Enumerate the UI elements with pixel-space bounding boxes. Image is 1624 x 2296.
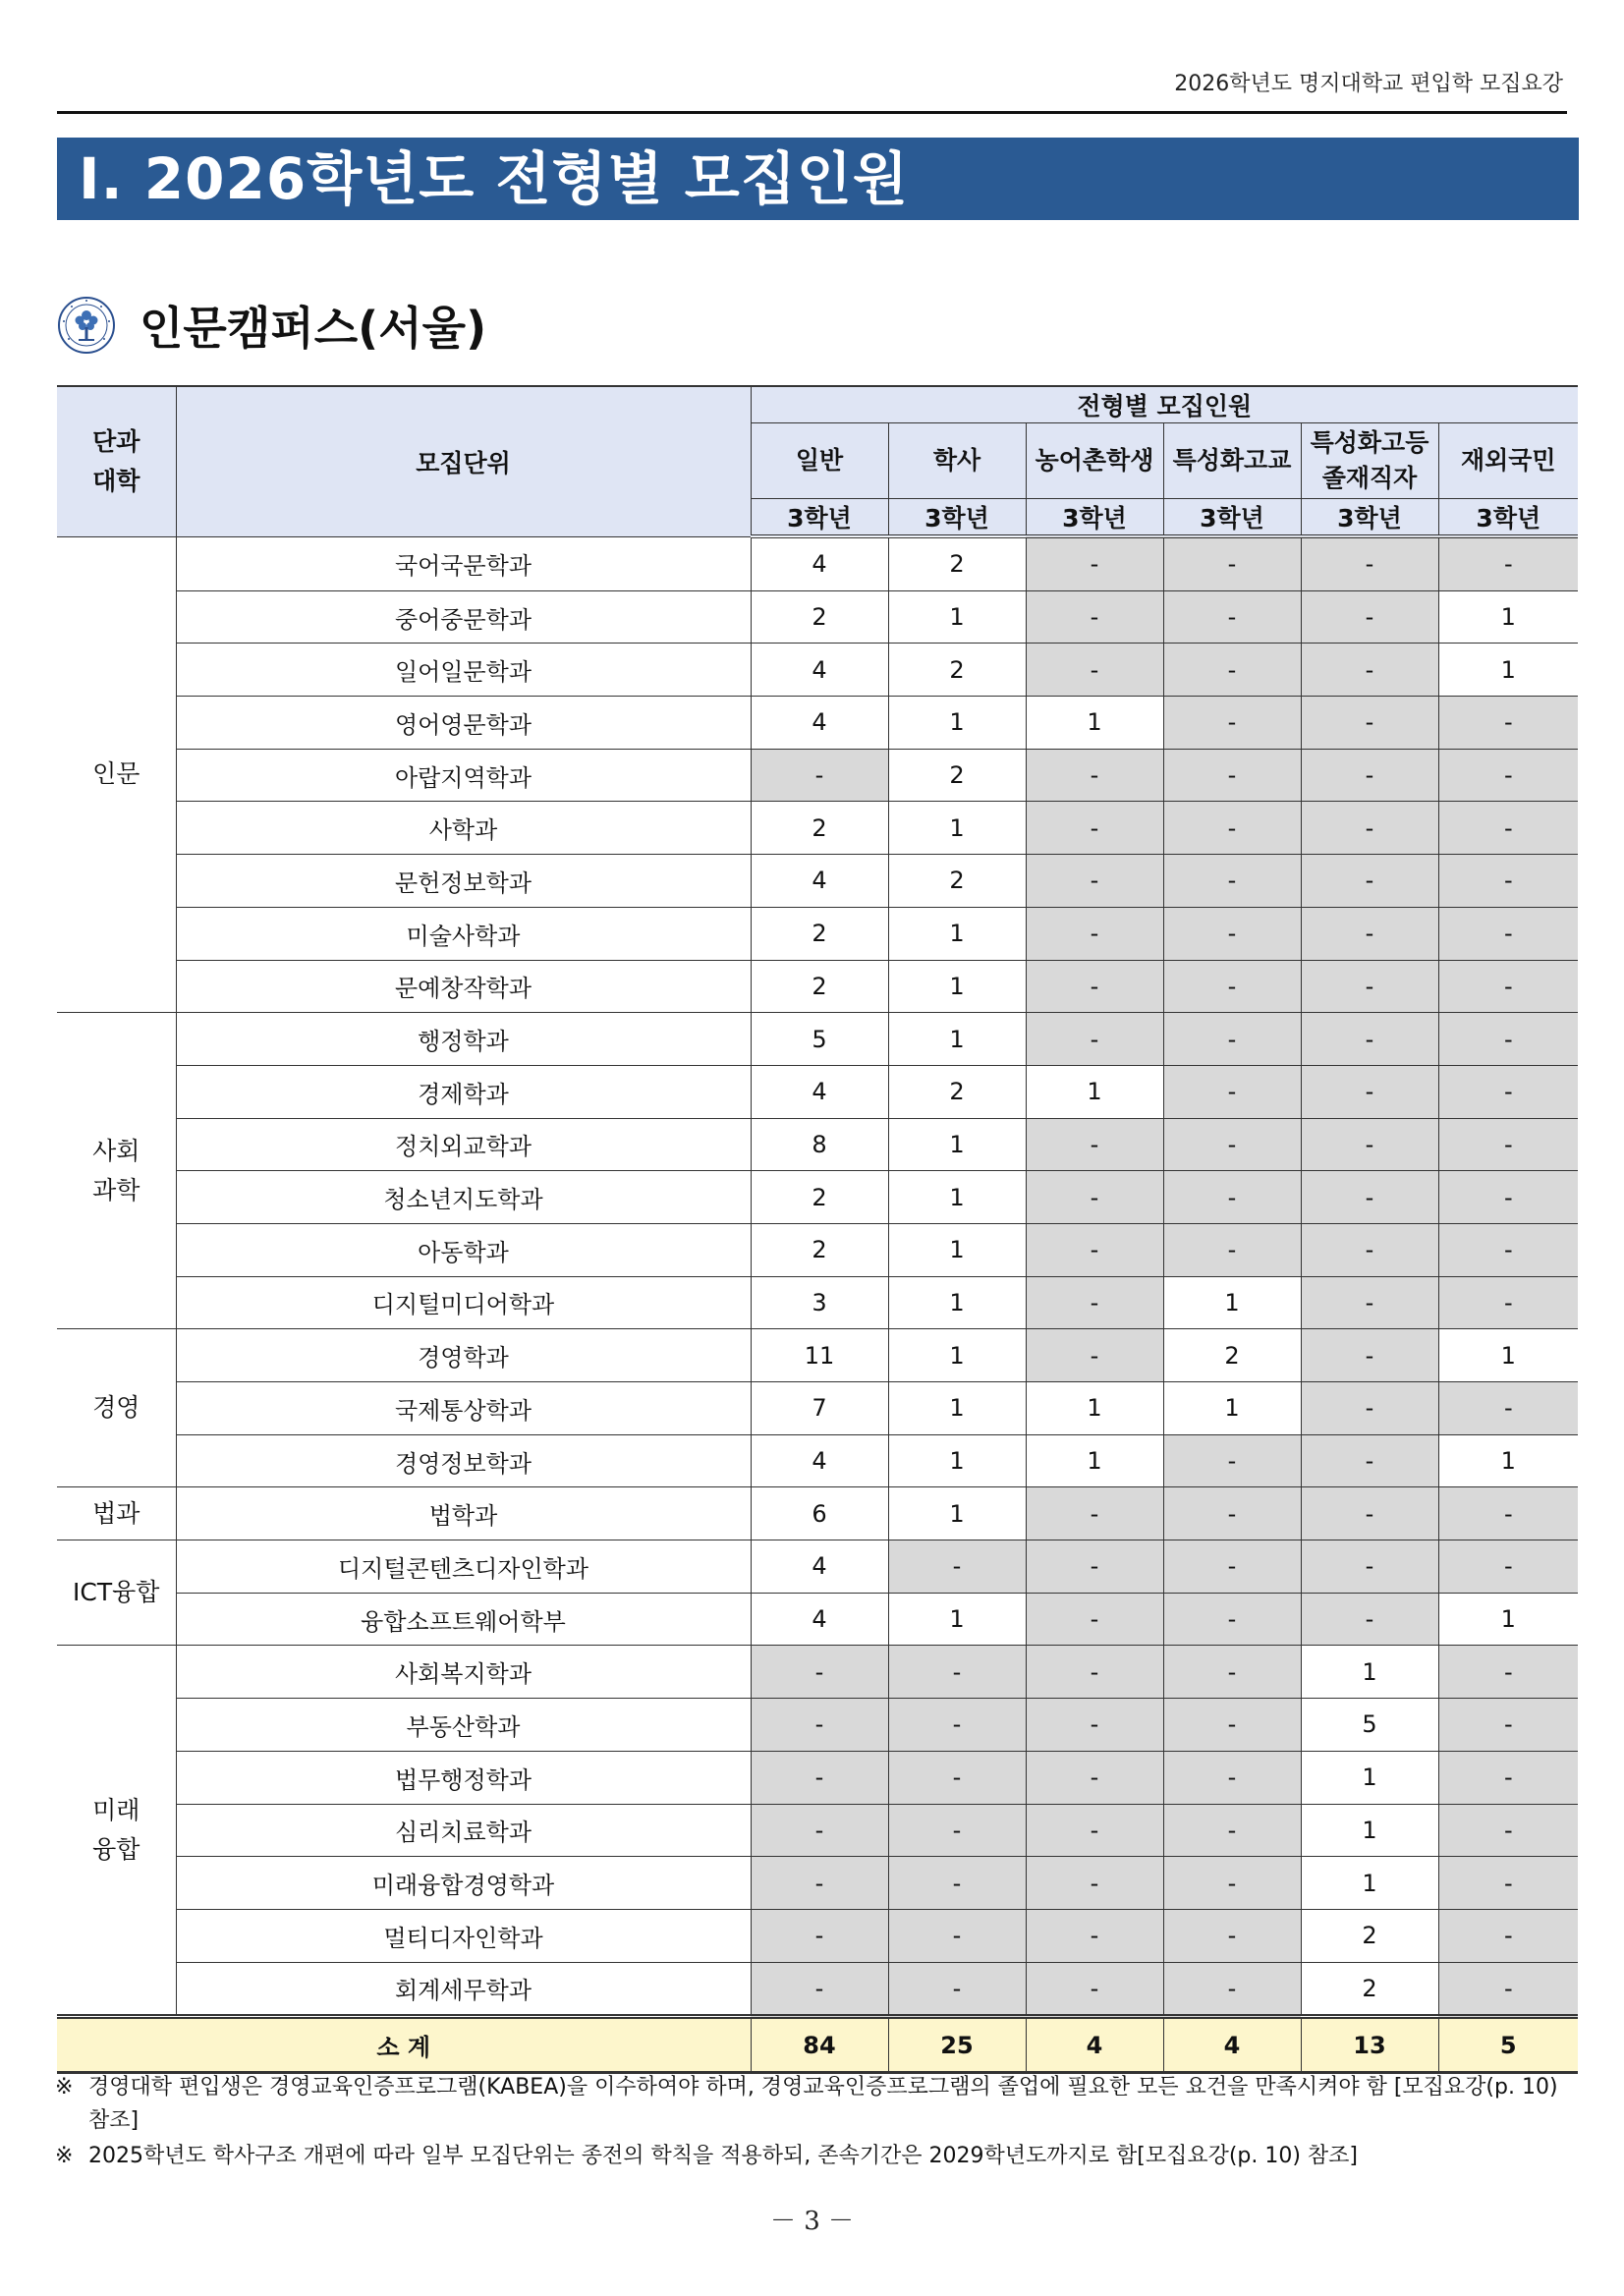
count-cell: 1 [888,802,1026,855]
campus-heading [57,291,486,360]
count-cell: 11 [751,1329,888,1382]
count-cell: - [751,1751,888,1804]
count-cell: - [888,1646,1026,1699]
count-cell: - [888,1857,1026,1910]
count-cell: - [1438,536,1578,590]
count-cell: - [1026,1118,1163,1171]
count-cell: - [1438,1223,1578,1276]
college-cell: 법과 [57,1487,176,1540]
campus-title: 인문캠퍼스(서울) [140,302,487,355]
grade-header: 3학년 [888,499,1026,537]
count-cell: - [1301,855,1438,908]
table-row [57,697,1578,750]
count-cell: - [751,1857,888,1910]
count-cell: 3 [751,1276,888,1329]
count-cell: 1 [888,1329,1026,1382]
count-cell: - [1301,1276,1438,1329]
count-cell: - [1026,907,1163,960]
count-cell: - [1026,855,1163,908]
count-cell: 2 [1301,1962,1438,2017]
university-emblem-icon [57,296,116,355]
count-cell: - [1438,907,1578,960]
grade-header: 3학년 [1026,499,1163,537]
document-header: 2026학년도 명지대학교 편입학 모집요강 [1174,72,1563,96]
count-cell: - [1163,1434,1301,1487]
count-cell: - [888,1751,1026,1804]
count-cell: - [1026,1329,1163,1382]
count-cell: 1 [888,1434,1026,1487]
table-row [57,855,1578,908]
count-cell: 5 [751,1013,888,1066]
total-cell: 13 [1301,2017,1438,2073]
count-cell: - [1301,536,1438,590]
count-cell: - [751,1804,888,1857]
count-cell: - [1026,1171,1163,1224]
count-cell: - [1438,960,1578,1013]
type-header: 특성화고교 [1163,423,1301,499]
count-cell: - [1438,1171,1578,1224]
count-cell: 1 [1438,1329,1578,1382]
table-row [57,1962,1578,2017]
count-cell: - [1301,960,1438,1013]
count-cell: - [1026,1487,1163,1540]
table-row [57,1171,1578,1224]
count-cell: 2 [1163,1329,1301,1382]
count-cell: 1 [1301,1804,1438,1857]
count-cell: 1 [1301,1751,1438,1804]
count-cell: - [1438,1699,1578,1752]
unit-cell: 문예창작학과 [176,960,751,1013]
count-cell: - [1438,749,1578,802]
college-cell: 경영 [57,1329,176,1487]
count-cell: - [1438,1751,1578,1804]
count-cell: - [1301,1434,1438,1487]
count-cell: - [1163,1593,1301,1646]
unit-cell: 심리치료학과 [176,1804,751,1857]
count-cell: - [1026,802,1163,855]
total-cell: 25 [888,2017,1026,2073]
count-cell: - [751,1962,888,2017]
section-title: Ⅰ. 2026학년도 전형별 모집인원 [57,138,1579,220]
count-cell: 1 [888,1382,1026,1435]
unit-cell: 미술사학과 [176,907,751,960]
count-cell: 2 [751,802,888,855]
count-cell: - [1163,644,1301,697]
count-cell: - [1438,1382,1578,1435]
count-cell: - [1163,1962,1301,2017]
unit-cell: 중어중문학과 [176,590,751,644]
count-cell: - [1438,1540,1578,1594]
type-header: 일반 [751,423,888,499]
unit-cell: 경제학과 [176,1065,751,1118]
table-row [57,1540,1578,1594]
count-cell: 1 [888,1118,1026,1171]
count-cell: - [1163,749,1301,802]
total-cell: 84 [751,2017,888,2073]
table-row [57,907,1578,960]
college-cell: 사회 과학 [57,1013,176,1329]
count-cell: - [1163,1909,1301,1962]
unit-cell: 부동산학과 [176,1699,751,1752]
count-cell: 4 [751,1065,888,1118]
count-cell: 1 [1438,590,1578,644]
unit-cell: 법학과 [176,1487,751,1540]
note-item [55,2071,1578,2138]
type-header: 재외국민 [1438,423,1578,499]
unit-cell: 미래융합경영학과 [176,1857,751,1910]
count-cell: 1 [888,1276,1026,1329]
grade-header: 3학년 [1301,499,1438,537]
count-cell: - [1163,1857,1301,1910]
unit-cell: 아랍지역학과 [176,749,751,802]
count-cell: 4 [751,1540,888,1594]
count-cell: - [1301,644,1438,697]
count-cell: - [1301,697,1438,750]
count-cell: - [1438,1962,1578,2017]
count-cell: 1 [888,907,1026,960]
count-cell: 2 [888,749,1026,802]
count-cell: 8 [751,1118,888,1171]
count-cell: - [1163,802,1301,855]
count-cell: 4 [751,644,888,697]
college-cell: 미래 융합 [57,1646,176,2017]
count-cell: - [1026,1276,1163,1329]
count-cell: 1 [1301,1646,1438,1699]
recruitment-table [57,385,1578,2074]
unit-cell: 행정학과 [176,1013,751,1066]
count-cell: - [1301,1540,1438,1594]
count-cell: - [888,1962,1026,2017]
count-cell: - [1301,1118,1438,1171]
count-cell: - [1026,644,1163,697]
table-row [57,802,1578,855]
table-row [57,1118,1578,1171]
count-cell: 5 [1301,1699,1438,1752]
count-cell: 1 [888,1593,1026,1646]
table-row [57,1434,1578,1487]
count-cell: - [1026,1857,1163,1910]
unit-cell: 법무행정학과 [176,1751,751,1804]
count-cell: 2 [888,1065,1026,1118]
count-cell: - [1301,1487,1438,1540]
grade-header: 3학년 [1163,499,1301,537]
count-cell: - [1026,749,1163,802]
count-cell: 2 [751,590,888,644]
total-label: 소 계 [57,2017,751,2073]
type-header: 특성화고등 졸재직자 [1301,423,1438,499]
count-cell: - [1026,1751,1163,1804]
count-cell: 4 [751,1593,888,1646]
count-cell: - [1163,697,1301,750]
total-cell: 4 [1026,2017,1163,2073]
count-cell: - [1026,1593,1163,1646]
count-cell: - [1301,590,1438,644]
count-cell: 1 [1438,1593,1578,1646]
table-row [57,1751,1578,1804]
count-cell: 1 [1438,1434,1578,1487]
count-cell: - [1026,1013,1163,1066]
unit-cell: 일어일문학과 [176,644,751,697]
count-cell: - [1301,1329,1438,1382]
count-cell: - [1163,1013,1301,1066]
unit-cell: 디지털미디어학과 [176,1276,751,1329]
count-cell: 1 [1026,1382,1163,1435]
note-text: 2025학년도 학사구조 개편에 따라 일부 모집단위는 종전의 학칙을 적용하되, 존속기간은 2029학년도까지로 함[모집요강(p. 10) 참조] [88,2144,1359,2168]
unit-cell: 디지털콘텐츠디자인학과 [176,1540,751,1594]
table-row [57,1804,1578,1857]
count-cell: - [1301,1382,1438,1435]
college-cell: 인문 [57,536,176,1013]
page-number: － 3 － [769,2207,855,2236]
count-cell: 1 [1163,1276,1301,1329]
count-cell: - [1438,1804,1578,1857]
count-cell: - [1301,1171,1438,1224]
table-row [57,1013,1578,1066]
count-cell: - [1163,1487,1301,1540]
count-cell: 1 [888,1013,1026,1066]
group-header: 전형별 모집인원 [751,386,1578,423]
count-cell: - [1438,1487,1578,1540]
unit-cell: 사회복지학과 [176,1646,751,1699]
count-cell: 1 [1301,1857,1438,1910]
count-cell: 2 [888,855,1026,908]
count-cell: - [888,1909,1026,1962]
count-cell: - [1301,907,1438,960]
count-cell: - [1163,1223,1301,1276]
count-cell: - [1438,1013,1578,1066]
table-row [57,1646,1578,1699]
unit-cell: 국어국문학과 [176,536,751,590]
count-cell: - [1026,1540,1163,1594]
table-row [57,1593,1578,1646]
unit-cell: 사학과 [176,802,751,855]
count-cell: - [1438,802,1578,855]
count-cell: - [1438,1118,1578,1171]
count-cell: 2 [1301,1909,1438,1962]
table-row [57,1223,1578,1276]
table-row [57,590,1578,644]
count-cell: - [751,1646,888,1699]
header-rule [57,111,1567,114]
unit-cell: 문헌정보학과 [176,855,751,908]
table-row [57,1065,1578,1118]
unit-cell: 아동학과 [176,1223,751,1276]
unit-cell: 경영학과 [176,1329,751,1382]
note-item [55,2140,1578,2173]
count-cell: - [1301,1593,1438,1646]
count-cell: - [1163,536,1301,590]
count-cell: 2 [751,1223,888,1276]
count-cell: - [1163,590,1301,644]
table-row [57,1857,1578,1910]
count-cell: - [1026,1909,1163,1962]
count-cell: - [751,1699,888,1752]
count-cell: - [1026,536,1163,590]
unit-header: 모집단위 [176,386,751,536]
count-cell: - [1026,590,1163,644]
count-cell: 1 [888,1223,1026,1276]
count-cell: - [1438,1276,1578,1329]
count-cell: - [1301,1065,1438,1118]
table-row [57,1382,1578,1435]
count-cell: - [1163,1118,1301,1171]
count-cell: 2 [751,907,888,960]
table-row [57,960,1578,1013]
grade-header: 3학년 [751,499,888,537]
count-cell: - [1026,960,1163,1013]
count-cell: 1 [888,590,1026,644]
notes [55,2071,1578,2175]
type-header: 농어촌학생 [1026,423,1163,499]
count-cell: - [1163,1751,1301,1804]
table-row [57,1487,1578,1540]
count-cell: 1 [1026,1065,1163,1118]
count-cell: - [1438,1065,1578,1118]
college-header: 단과 대학 [57,386,176,536]
note-mark: ※ [55,2144,74,2168]
count-cell: - [888,1804,1026,1857]
table-row [57,644,1578,697]
unit-cell: 경영정보학과 [176,1434,751,1487]
count-cell: - [1026,1699,1163,1752]
count-cell: 2 [888,644,1026,697]
unit-cell: 국제통상학과 [176,1382,751,1435]
count-cell: - [1301,802,1438,855]
count-cell: 1 [888,697,1026,750]
count-cell: 1 [1026,1434,1163,1487]
count-cell: - [888,1540,1026,1594]
note-mark: ※ [55,2075,74,2100]
table-row [57,749,1578,802]
count-cell: 1 [888,1487,1026,1540]
count-cell: 4 [751,1434,888,1487]
unit-cell: 멀티디자인학과 [176,1909,751,1962]
count-cell: 1 [888,1171,1026,1224]
count-cell: 1 [888,960,1026,1013]
count-cell: - [1163,907,1301,960]
count-cell: - [751,749,888,802]
count-cell: - [1163,960,1301,1013]
count-cell: - [1301,749,1438,802]
count-cell: - [1438,1909,1578,1962]
grade-header: 3학년 [1438,499,1578,537]
count-cell: - [1438,697,1578,750]
count-cell: - [1026,1804,1163,1857]
count-cell: - [1026,1646,1163,1699]
count-cell: - [1163,1171,1301,1224]
count-cell: - [1301,1013,1438,1066]
count-cell: - [1163,1699,1301,1752]
count-cell: 1 [1163,1382,1301,1435]
count-cell: - [751,1909,888,1962]
count-cell: 4 [751,855,888,908]
count-cell: - [1163,1065,1301,1118]
total-cell: 5 [1438,2017,1578,2073]
count-cell: 4 [751,697,888,750]
count-cell: 6 [751,1487,888,1540]
note-text: 경영대학 편입생은 경영교육인증프로그램(KABEA)을 이수하여야 하며, 경영교육인증프로그램의 졸업에 필요한 모든 요건을 만족시켜야 함 [모집요강(p. 10) 참조] [88,2075,1558,2133]
count-cell: 1 [1438,644,1578,697]
count-cell: - [1026,1223,1163,1276]
unit-cell: 융합소프트웨어학부 [176,1593,751,1646]
table-row [57,1909,1578,1962]
college-cell: ICT융합 [57,1540,176,1646]
count-cell: - [888,1699,1026,1752]
type-header: 학사 [888,423,1026,499]
count-cell: 2 [888,536,1026,590]
unit-cell: 회계세무학과 [176,1962,751,2017]
unit-cell: 영어영문학과 [176,697,751,750]
count-cell: - [1163,855,1301,908]
count-cell: 4 [751,536,888,590]
count-cell: - [1438,855,1578,908]
count-cell: - [1163,1804,1301,1857]
count-cell: 2 [751,960,888,1013]
count-cell: - [1438,1857,1578,1910]
total-row [57,2017,1578,2073]
table-row [57,1329,1578,1382]
unit-cell: 청소년지도학과 [176,1171,751,1224]
count-cell: - [1163,1646,1301,1699]
table-row [57,1699,1578,1752]
count-cell: - [1301,1223,1438,1276]
count-cell: - [1438,1646,1578,1699]
count-cell: - [1163,1540,1301,1594]
unit-cell: 정치외교학과 [176,1118,751,1171]
count-cell: - [1026,1962,1163,2017]
count-cell: 7 [751,1382,888,1435]
count-cell: 2 [751,1171,888,1224]
table-row [57,1276,1578,1329]
count-cell: 1 [1026,697,1163,750]
total-cell: 4 [1163,2017,1301,2073]
table-row [57,536,1578,590]
